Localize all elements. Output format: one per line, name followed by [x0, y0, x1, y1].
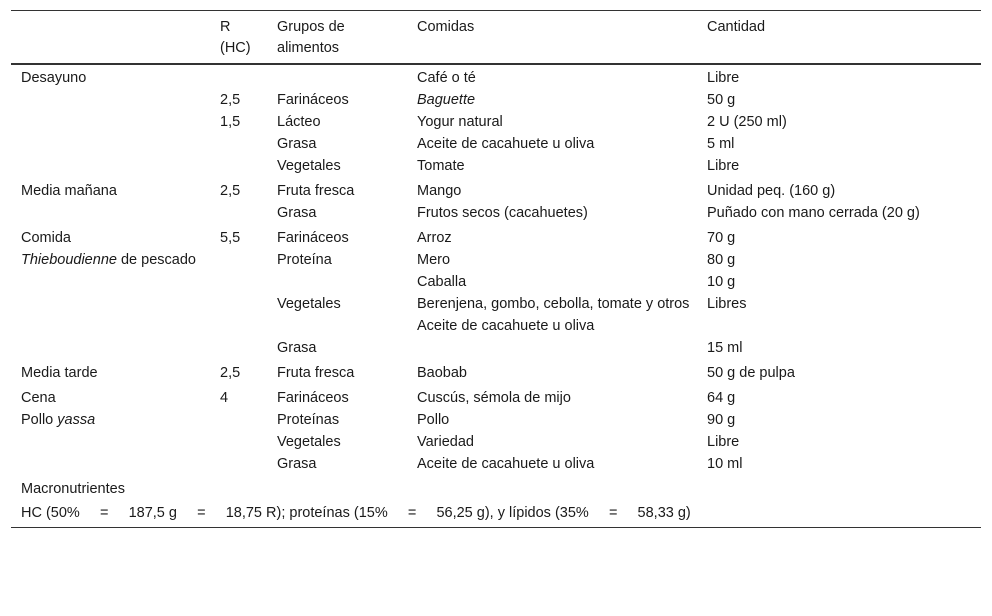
meal-cell	[11, 293, 210, 315]
food-cell: Aceite de cacahuete u oliva	[417, 318, 595, 334]
group-cell: Vegetales	[277, 296, 341, 312]
quantity-cell: 2 U (250 ml)	[707, 114, 787, 130]
table-row	[11, 133, 981, 155]
header-food-groups: Grupos de alimentos	[277, 19, 345, 56]
table-row	[11, 293, 981, 315]
meal-cell	[11, 271, 210, 293]
group-cell: Grasa	[277, 205, 317, 221]
r-cell	[210, 315, 267, 337]
meal-cell	[11, 337, 210, 359]
food-cell: Cuscús, sémola de mijo	[417, 390, 571, 406]
quantity-cell: 10 g	[707, 274, 736, 290]
meal-cell	[11, 89, 210, 111]
table-row	[11, 409, 981, 431]
r-cell: 5,5	[220, 230, 241, 246]
r-cell	[210, 409, 267, 431]
quantity-cell: 10 ml	[707, 456, 743, 472]
meal-cell	[11, 111, 210, 133]
group-cell: Grasa	[277, 340, 317, 356]
r-cell	[210, 453, 267, 475]
quantity-cell: 90 g	[707, 412, 736, 428]
header-quantity: Cantidad	[707, 19, 766, 35]
r-cell	[210, 202, 267, 224]
quantity-cell: 70 g	[707, 230, 736, 246]
food-cell: Mero	[417, 252, 451, 268]
food-cell: Arroz	[417, 230, 452, 246]
food-cell: Berenjena, gombo, cebolla, tomate y otros	[417, 296, 690, 312]
group-cell	[267, 64, 407, 89]
food-cell: Caballa	[417, 274, 467, 290]
group-cell: Grasa	[277, 136, 317, 152]
r-cell	[210, 64, 267, 89]
meal-cell	[11, 202, 210, 224]
group-cell: Farináceos	[277, 92, 349, 108]
table-row	[11, 271, 981, 293]
r-cell: 2,5	[220, 183, 241, 199]
group-cell: Fruta fresca	[277, 365, 355, 381]
macronutrients-line: HC (50% = 187,5 g = 18,75 R); proteínas (15% = 56,25 g), y lípidos (35% = 58,33 g)	[21, 505, 691, 521]
meal-cell: Desayuno	[21, 70, 87, 86]
table-header	[11, 11, 981, 65]
table-row	[11, 155, 981, 177]
table-row	[11, 337, 981, 359]
meal-cell: Comida	[21, 230, 71, 246]
group-cell: Proteínas	[277, 412, 340, 428]
food-cell: Tomate	[417, 158, 465, 174]
food-cell: Mango	[417, 183, 462, 199]
quantity-cell: 50 g de pulpa	[707, 365, 795, 381]
diet-plan-table	[11, 10, 981, 528]
r-cell	[210, 249, 267, 271]
food-cell: Baobab	[417, 365, 467, 381]
table-row	[11, 202, 981, 224]
macronutrients-title: Macronutrientes	[21, 481, 125, 497]
table-row	[11, 359, 981, 384]
food-cell: Aceite de cacahuete u oliva	[417, 136, 595, 152]
table-body	[11, 64, 981, 475]
quantity-cell: Puñado con mano cerrada (20 g)	[707, 205, 920, 221]
r-cell: 4	[220, 390, 229, 406]
group-cell: Grasa	[277, 456, 317, 472]
table-row	[11, 224, 981, 249]
quantity-cell: Libre	[707, 158, 740, 174]
table-row	[11, 64, 981, 89]
food-cell: Baguette	[417, 92, 476, 108]
table-footer	[11, 475, 981, 528]
header-r-hc: R (HC)	[220, 19, 251, 56]
meal-cell	[11, 315, 210, 337]
food-cell: Frutos secos (cacahuetes)	[417, 205, 588, 221]
food-cell: Yogur natural	[417, 114, 503, 130]
group-cell: Vegetales	[277, 158, 341, 174]
meal-cell: Pollo yassa	[21, 412, 96, 428]
meal-cell	[11, 453, 210, 475]
meal-cell	[11, 133, 210, 155]
group-cell	[267, 271, 407, 293]
quantity-cell: 5 ml	[707, 136, 735, 152]
food-cell: Variedad	[417, 434, 474, 450]
quantity-cell: 50 g	[707, 92, 736, 108]
table-row	[11, 384, 981, 409]
r-cell	[210, 337, 267, 359]
meal-cell: Thieboudienne de pescado	[21, 252, 196, 268]
quantity-cell: Libre	[707, 70, 740, 86]
meal-cell: Cena	[21, 390, 56, 406]
r-cell: 2,5	[220, 92, 241, 108]
table-row	[11, 453, 981, 475]
r-cell	[210, 133, 267, 155]
food-cell: Aceite de cacahuete u oliva	[417, 456, 595, 472]
meal-cell	[11, 155, 210, 177]
quantity-cell	[697, 315, 981, 337]
quantity-cell: 64 g	[707, 390, 736, 406]
quantity-cell: Unidad peq. (160 g)	[707, 183, 836, 199]
food-cell: Pollo	[417, 412, 450, 428]
table-row	[11, 315, 981, 337]
group-cell: Fruta fresca	[277, 183, 355, 199]
quantity-cell: Libres	[707, 296, 747, 312]
meal-cell: Media mañana	[21, 183, 117, 199]
group-cell: Farináceos	[277, 390, 349, 406]
r-cell: 1,5	[220, 114, 241, 130]
quantity-cell: Libre	[707, 434, 740, 450]
meal-cell	[11, 431, 210, 453]
r-cell	[210, 155, 267, 177]
table-row	[11, 111, 981, 133]
table-row	[11, 177, 981, 202]
meal-cell: Media tarde	[21, 365, 98, 381]
r-cell: 2,5	[220, 365, 241, 381]
food-cell	[407, 337, 697, 359]
group-cell: Proteína	[277, 252, 332, 268]
r-cell	[210, 271, 267, 293]
quantity-cell: 15 ml	[707, 340, 743, 356]
quantity-cell: 80 g	[707, 252, 736, 268]
table-row	[11, 249, 981, 271]
group-cell: Farináceos	[277, 230, 349, 246]
table-row	[11, 89, 981, 111]
group-cell: Lácteo	[277, 114, 321, 130]
table-row	[11, 431, 981, 453]
r-cell	[210, 431, 267, 453]
food-cell: Café o té	[417, 70, 476, 86]
header-meals: Comidas	[417, 19, 475, 35]
diet-table-container	[11, 10, 981, 528]
r-cell	[210, 293, 267, 315]
group-cell: Vegetales	[277, 434, 341, 450]
group-cell	[267, 315, 407, 337]
header-meal	[11, 11, 210, 65]
